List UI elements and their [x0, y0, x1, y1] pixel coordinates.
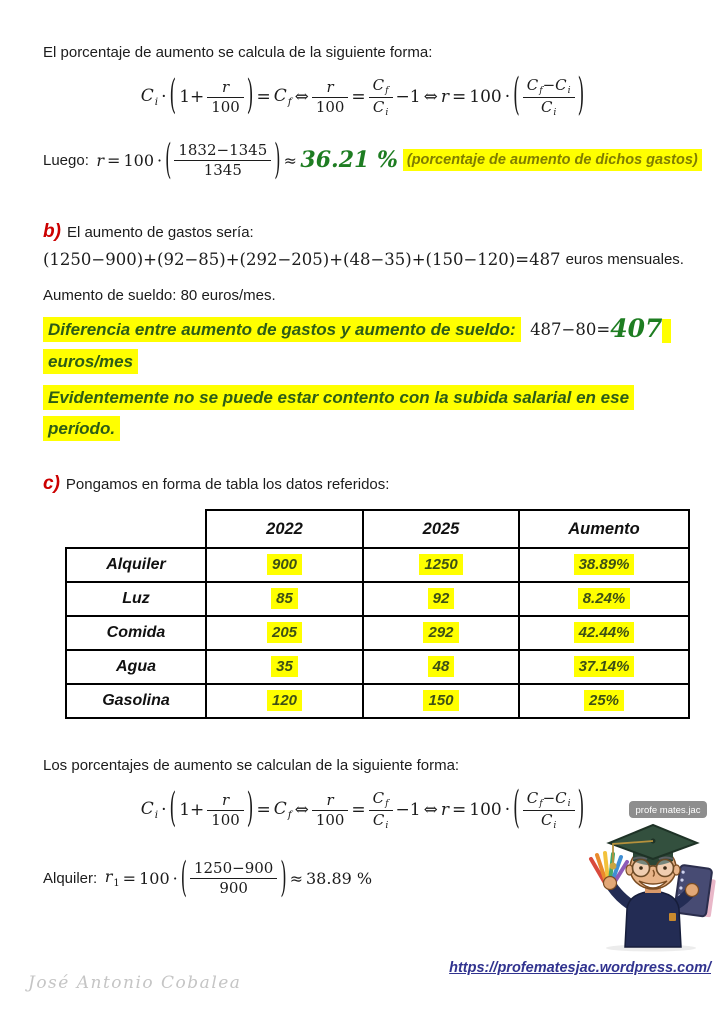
- math-token: $C_i$: [140, 799, 159, 821]
- row-label: Gasolina: [102, 692, 170, 709]
- intro-text: El porcentaje de aumento se calcula de la siguiente forma:: [43, 44, 433, 61]
- cell-value: 1250: [419, 554, 462, 575]
- cell-value: 205: [267, 622, 302, 643]
- math-token: ·: [504, 800, 511, 820]
- math-token: ·: [161, 800, 167, 820]
- table-row: [66, 650, 689, 684]
- math-token: r: [440, 800, 449, 820]
- math-fraction: $\frac{C_f-C_i}{C_i}$: [523, 76, 575, 118]
- math-token: $C_f$: [273, 799, 292, 821]
- section-b-marker: b): [43, 221, 61, 242]
- header-2022: 2022: [206, 510, 363, 548]
- math-token: =: [351, 87, 366, 107]
- math-token: (: [169, 785, 177, 833]
- header-aumento: Aumento: [519, 510, 689, 548]
- math-token: (: [169, 72, 177, 120]
- conclusion-text-2: período.: [43, 416, 120, 441]
- difference-unit: euros/mes: [43, 349, 138, 374]
- left-eye: [639, 866, 643, 870]
- math-token: 100: [469, 87, 502, 107]
- cell-value: 120: [267, 690, 302, 711]
- teacher-avatar-illustration: [583, 797, 725, 955]
- math-token: ⇔: [423, 87, 438, 107]
- left-hand: [604, 877, 617, 890]
- highlight-tail: [662, 319, 671, 343]
- math-token: 100: [469, 800, 502, 820]
- math-fraction: $\frac{1832-1345}{1345}$: [174, 141, 271, 179]
- difference-line-2: [43, 349, 138, 375]
- table-row: [66, 548, 689, 582]
- math-token: =: [351, 800, 366, 820]
- math-token: ⇔: [294, 87, 309, 107]
- table-row: [66, 582, 689, 616]
- cell-value: 37.14%: [574, 656, 635, 677]
- math-token: (: [513, 69, 520, 122]
- alquiler-result: 38.89 %: [306, 868, 373, 888]
- difference-result: 407: [610, 314, 663, 343]
- section-b-equation: [43, 250, 684, 269]
- cell-value: 150: [423, 690, 458, 711]
- math-token: −1: [395, 800, 421, 820]
- wordpress-link[interactable]: https://profematesjac.wordpress.com/: [449, 960, 711, 976]
- math-token: ⇔: [423, 800, 438, 820]
- row-label: Agua: [116, 658, 156, 675]
- cell-value: 38.89%: [574, 554, 635, 575]
- math-fraction: $\frac{C_f}{C_i}$: [369, 76, 393, 118]
- highlighted-note: (porcentaje de aumento de dichos gastos): [403, 149, 702, 171]
- right-hand: [686, 884, 699, 897]
- cell-value: 900: [267, 554, 302, 575]
- section-c-title: [43, 473, 389, 495]
- math-fraction: $\frac{r}{100}$: [207, 791, 244, 828]
- formula-chain: [139, 782, 585, 835]
- formula-general-1: [0, 68, 725, 126]
- cell-value: 25%: [584, 690, 624, 711]
- math-token: =: [256, 800, 271, 820]
- expenses-equation: (1250−900)+(92−85)+(292−205)+(48−35)+(150−120)=487: [43, 250, 561, 269]
- math-token: ·: [504, 87, 511, 107]
- table-row: [66, 616, 689, 650]
- cell-value: 8.24%: [578, 588, 631, 609]
- math-token: −1: [395, 87, 421, 107]
- row-label: Comida: [106, 624, 166, 641]
- math-token: ⇔: [294, 800, 309, 820]
- row-label: Luz: [122, 590, 150, 607]
- math-token: ): [577, 69, 585, 122]
- alquiler-calc-line: [43, 851, 374, 905]
- alquiler-math: $r_1$ = 100 · ( $\frac{1250-900}{900}$ ) ≈ 38.89 %: [104, 852, 373, 902]
- cell-value: 85: [271, 588, 298, 609]
- difference-line-1: [43, 314, 703, 343]
- right-eye: [663, 866, 667, 870]
- outro-text: Los porcentajes de aumento se calculan de la siguiente forma:: [43, 757, 460, 774]
- section-b-text: El aumento de gastos sería:: [66, 223, 254, 241]
- shirt-logo: [669, 913, 676, 921]
- percentage-result: 36.21 %: [300, 147, 398, 173]
- math-fraction: $\frac{r}{100}$: [207, 78, 244, 115]
- math-token: $C_f$: [273, 86, 292, 108]
- alquiler-label: Alquiler:: [43, 869, 98, 887]
- header-2025: 2025: [363, 510, 519, 548]
- math-fraction: $\frac{r}{100}$: [312, 791, 349, 828]
- math-token: r: [440, 87, 449, 107]
- section-c-text: Pongamos en forma de tabla los datos referidos:: [65, 475, 390, 493]
- math-token: $C_i$: [140, 86, 159, 108]
- conclusion-text-1: Evidentemente no se puede estar contento con la subida salarial en ese: [43, 385, 634, 410]
- math-token: ): [577, 782, 585, 835]
- section-b-title: [43, 221, 254, 243]
- table-header-row: [66, 510, 689, 548]
- cell-value: 48: [428, 656, 455, 677]
- luego-math: r = 100 · ( $\frac{1832-1345}{1345}$ ) ≈: [96, 134, 297, 184]
- math-fraction: $\frac{C_f}{C_i}$: [369, 789, 393, 831]
- teacher-avatar: [583, 797, 725, 960]
- expenses-table: [65, 509, 690, 719]
- math-token: =: [452, 87, 467, 107]
- author-watermark: José Antonio Cobalea: [28, 973, 242, 993]
- math-fraction: $\frac{r}{100}$: [312, 78, 349, 115]
- math-token: ): [246, 785, 254, 833]
- conclusion-line-2: [43, 416, 120, 442]
- cell-value: 292: [423, 622, 458, 643]
- cell-value: 92: [428, 588, 455, 609]
- math-fraction: $\frac{1250-900}{900}$: [190, 859, 277, 897]
- badge-label: profe mates.jac: [635, 805, 701, 816]
- math-token: =: [256, 87, 271, 107]
- math-token: 1+: [179, 87, 205, 107]
- math-token: =: [452, 800, 467, 820]
- math-token: ): [246, 72, 254, 120]
- cell-value: 35: [271, 656, 298, 677]
- tassel-icon: [610, 863, 617, 870]
- formula-chain: [139, 69, 585, 122]
- equation-suffix: euros mensuales.: [565, 251, 684, 268]
- math-token: 1+: [179, 800, 205, 820]
- salary-line: Aumento de sueldo: 80 euros/mes.: [43, 287, 276, 304]
- row-label: Alquiler: [106, 556, 166, 573]
- cell-value: 42.44%: [574, 622, 635, 643]
- difference-calc: 487−80=: [530, 320, 611, 339]
- difference-label: Diferencia entre aumento de gastos y aumento de sueldo:: [43, 317, 521, 342]
- math-token: (: [513, 782, 520, 835]
- header-empty-cell: [66, 510, 206, 548]
- table-row: [66, 684, 689, 718]
- luego-label: Luego:: [43, 151, 89, 169]
- math-token: ·: [161, 87, 167, 107]
- math-fraction: $\frac{C_f-C_i}{C_i}$: [523, 789, 575, 831]
- conclusion-line-1: [43, 385, 634, 411]
- luego-line: [43, 133, 702, 187]
- section-c-marker: c): [43, 473, 60, 494]
